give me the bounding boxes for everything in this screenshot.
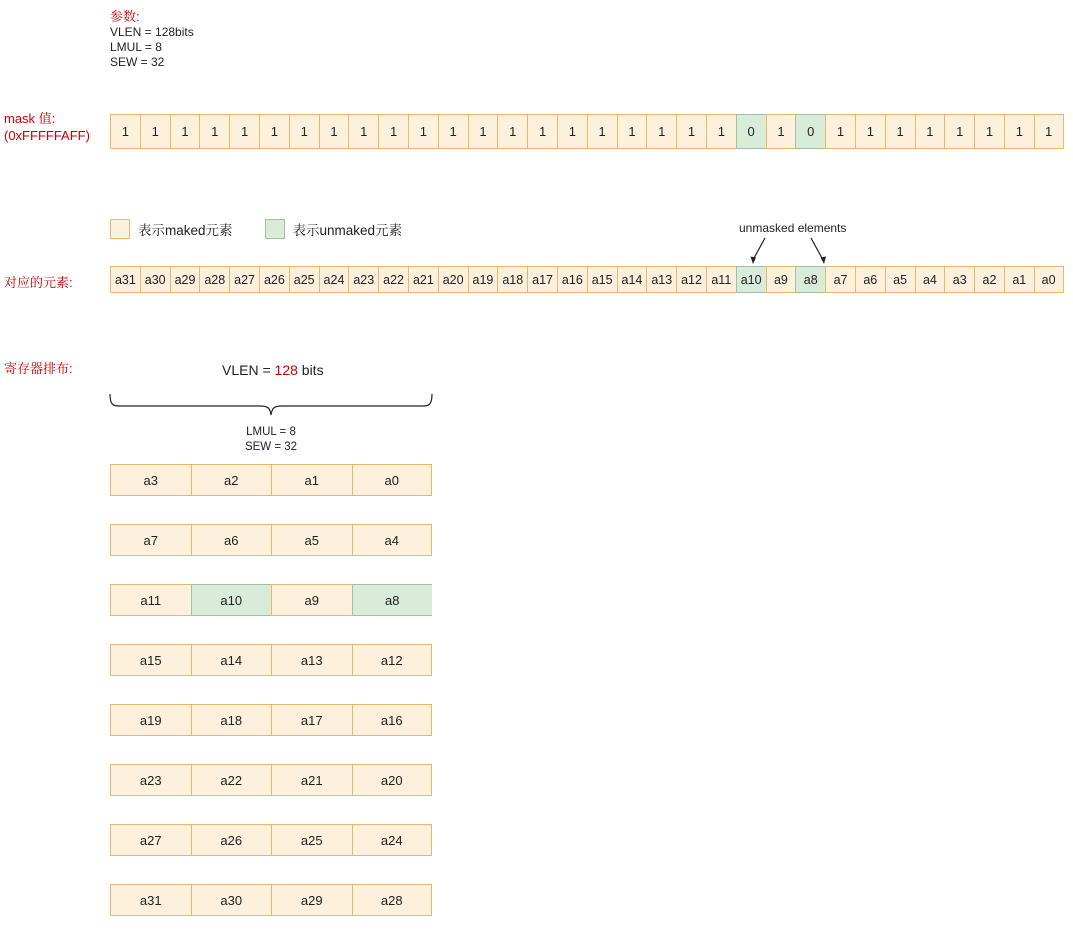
element-cell: a12 (676, 266, 706, 293)
mask-bit-cell: 1 (974, 114, 1004, 149)
mask-bit-cell: 0 (795, 114, 825, 149)
register-cell: a7 (110, 524, 191, 556)
register-cell: a21 (271, 764, 352, 796)
element-cell: a19 (468, 266, 498, 293)
register-cell: a0 (352, 464, 433, 496)
register-cell: a8 (352, 584, 433, 616)
element-cell: a26 (259, 266, 289, 293)
element-cell: a5 (885, 266, 915, 293)
vlen-suffix: bits (297, 362, 324, 378)
vlen-brace-icon (108, 392, 434, 418)
element-cell: a8 (795, 266, 825, 293)
register-cell: a6 (191, 524, 272, 556)
mask-bit-cell: 1 (319, 114, 349, 149)
register-cell: a11 (110, 584, 191, 616)
element-cell: a18 (497, 266, 527, 293)
elements-row (110, 266, 1064, 293)
element-cell: a3 (944, 266, 974, 293)
legend (110, 219, 434, 239)
mask-bit-cell: 1 (885, 114, 915, 149)
vlen-prefix: VLEN = (222, 362, 275, 378)
element-cell: a28 (199, 266, 229, 293)
register-cell: a15 (110, 644, 191, 676)
mask-bit-cell: 1 (199, 114, 229, 149)
element-cell: a14 (617, 266, 647, 293)
parameter-vlen: VLEN = 128bits (110, 25, 194, 39)
register-layout-label: 寄存器排布: (4, 361, 73, 376)
register-cell: a22 (191, 764, 272, 796)
element-cell: a4 (915, 266, 945, 293)
register-cell: a30 (191, 884, 272, 916)
mask-bit-row (110, 114, 1064, 149)
register-cell: a14 (191, 644, 272, 676)
register-row (110, 824, 432, 856)
mask-bit-cell: 1 (170, 114, 200, 149)
element-cell: a9 (766, 266, 796, 293)
mask-value-label (4, 110, 109, 144)
mask-bit-cell: 1 (825, 114, 855, 149)
register-cell: a9 (271, 584, 352, 616)
mask-bit-cell: 1 (676, 114, 706, 149)
register-cell: a1 (271, 464, 352, 496)
register-cell: a23 (110, 764, 191, 796)
register-cell: a20 (352, 764, 433, 796)
register-cell: a4 (352, 524, 433, 556)
mask-bit-cell: 0 (736, 114, 766, 149)
mask-bit-cell: 1 (348, 114, 378, 149)
brace-caption (110, 425, 432, 455)
register-row (110, 584, 432, 616)
mask-bit-cell: 1 (915, 114, 945, 149)
mask-bit-cell: 1 (229, 114, 259, 149)
mask-bit-cell: 1 (527, 114, 557, 149)
element-cell: a1 (1004, 266, 1034, 293)
vlen-caption (222, 362, 324, 378)
element-cell: a27 (229, 266, 259, 293)
element-cell: a22 (378, 266, 408, 293)
legend-unmasked-label: 表示unmaked元素 (292, 223, 403, 238)
element-cell: a7 (825, 266, 855, 293)
register-cell: a10 (191, 584, 272, 616)
parameters-title: 参数: (110, 9, 140, 24)
element-cell: a10 (736, 266, 766, 293)
element-cell: a25 (289, 266, 319, 293)
register-cell: a12 (352, 644, 433, 676)
brace-lmul: LMUL = 8 (246, 426, 296, 438)
register-cell: a31 (110, 884, 191, 916)
register-cell: a5 (271, 524, 352, 556)
legend-masked-label: 表示maked元素 (138, 223, 233, 238)
mask-bit-cell: 1 (587, 114, 617, 149)
register-cell: a13 (271, 644, 352, 676)
element-cell: a13 (646, 266, 676, 293)
element-cell: a0 (1034, 266, 1064, 293)
mask-bit-cell: 1 (855, 114, 885, 149)
brace-sew: SEW = 32 (244, 441, 298, 453)
legend-masked-swatch (110, 219, 130, 239)
mask-bit-cell: 1 (140, 114, 170, 149)
register-cell: a27 (110, 824, 191, 856)
element-cell: a30 (140, 266, 170, 293)
mask-bit-cell: 1 (289, 114, 319, 149)
register-cell: a18 (191, 704, 272, 736)
mask-value-label-line1: mask 值: (4, 111, 56, 126)
element-cell: a23 (348, 266, 378, 293)
register-row (110, 524, 432, 556)
mask-bit-cell: 1 (468, 114, 498, 149)
register-row (110, 884, 432, 916)
mask-bit-cell: 1 (438, 114, 468, 149)
element-cell: a21 (408, 266, 438, 293)
register-cell: a29 (271, 884, 352, 916)
register-row (110, 464, 432, 496)
mask-bit-cell: 1 (408, 114, 438, 149)
legend-unmasked-swatch (265, 219, 285, 239)
mask-bit-cell: 1 (766, 114, 796, 149)
mask-bit-cell: 1 (110, 114, 140, 149)
unmasked-elements-annotation: unmasked elements (739, 221, 847, 235)
mask-bit-cell: 1 (706, 114, 736, 149)
element-cell: a24 (319, 266, 349, 293)
register-cell: a28 (352, 884, 433, 916)
register-cell: a16 (352, 704, 433, 736)
register-cell: a17 (271, 704, 352, 736)
register-cell: a26 (191, 824, 272, 856)
register-row (110, 704, 432, 736)
register-cell: a2 (191, 464, 272, 496)
mask-bit-cell: 1 (1004, 114, 1034, 149)
mask-bit-cell: 1 (1034, 114, 1064, 149)
elements-row-label: 对应的元素: (4, 275, 73, 290)
register-row (110, 644, 432, 676)
parameters-block (110, 8, 194, 70)
element-cell: a20 (438, 266, 468, 293)
register-row (110, 764, 432, 796)
register-cell: a19 (110, 704, 191, 736)
mask-bit-cell: 1 (617, 114, 647, 149)
mask-bit-cell: 1 (557, 114, 587, 149)
mask-bit-cell: 1 (497, 114, 527, 149)
parameter-sew: SEW = 32 (110, 55, 165, 69)
element-cell: a29 (170, 266, 200, 293)
vlen-value: 128 (274, 362, 298, 378)
register-cell: a24 (352, 824, 433, 856)
register-rows (110, 464, 432, 944)
mask-bit-cell: 1 (259, 114, 289, 149)
mask-bit-cell: 1 (646, 114, 676, 149)
element-cell: a15 (587, 266, 617, 293)
register-cell: a3 (110, 464, 191, 496)
mask-bit-cell: 1 (944, 114, 974, 149)
parameter-lmul: LMUL = 8 (110, 40, 162, 54)
register-cell: a25 (271, 824, 352, 856)
element-cell: a17 (527, 266, 557, 293)
element-cell: a6 (855, 266, 885, 293)
element-cell: a11 (706, 266, 736, 293)
annotation-arrows-icon (739, 236, 859, 268)
mask-value-label-line2: (0xFFFFFAFF) (4, 128, 90, 143)
mask-bit-cell: 1 (378, 114, 408, 149)
element-cell: a2 (974, 266, 1004, 293)
element-cell: a16 (557, 266, 587, 293)
element-cell: a31 (110, 266, 140, 293)
